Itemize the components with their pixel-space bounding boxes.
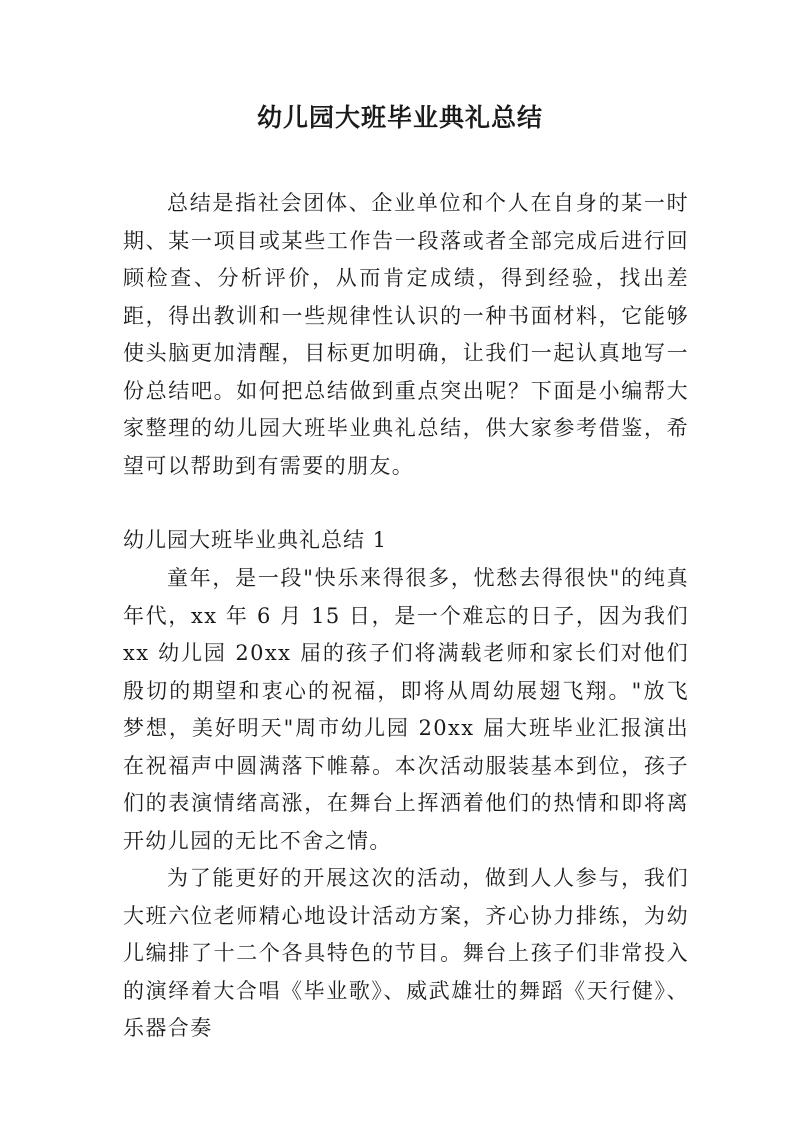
body-paragraph-2: 为了能更好的开展这次的活动，做到人人参与，我们大班六位老师精心地设计活动方案，齐心协力排练，为幼儿编排了十二个各具特色的节目。舞台上孩子们非常投入的演绎着大合唱《毕业歌》、威武雄壮的舞蹈《天行健》、乐器合奏 — [123, 866, 689, 1040]
intro-paragraph: 总结是指社会团体、企业单位和个人在自身的某一时期、某一项目或某些工作告一段落或者全部完成后进行回顾检查、分析评价，从而肯定成绩，得到经验，找出差距，得出教训和一些规律性认识的一种书面材料，它能够使头脑更加清醒，目标更加明确，让我们一起认真地写一份总结吧。如何把总结做到重点突出呢？下面是小编帮大家整理的幼儿园大班毕业典礼总结，供大家参考借鉴，希望可以帮助到有需要的朋友。 — [123, 191, 689, 478]
document-title: 幼儿园大班毕业典礼总结 — [256, 103, 543, 132]
section-heading: 幼儿园大班毕业典礼总结 1 — [123, 528, 388, 552]
body-paragraph-1: 童年，是一段"快乐来得很多，忧愁去得很快"的纯真年代，xx 年 6 月 15 日，是一个难忘的日子，因为我们 xx 幼儿园 20xx 届的孩子们将满载老师和家长们对他们殷切的期望和衷心的祝福，即将从周幼展翅飞翔。"放飞梦想，美好明天"周市幼儿园 20xx 届大班毕业汇报演出在祝福声中圆满落下帷幕。本次活动服装基本到位，孩子们的表演情绪高涨，在舞台上挥洒着他们的热情和即将离开幼儿园的无比不舍之情。 — [123, 566, 689, 853]
